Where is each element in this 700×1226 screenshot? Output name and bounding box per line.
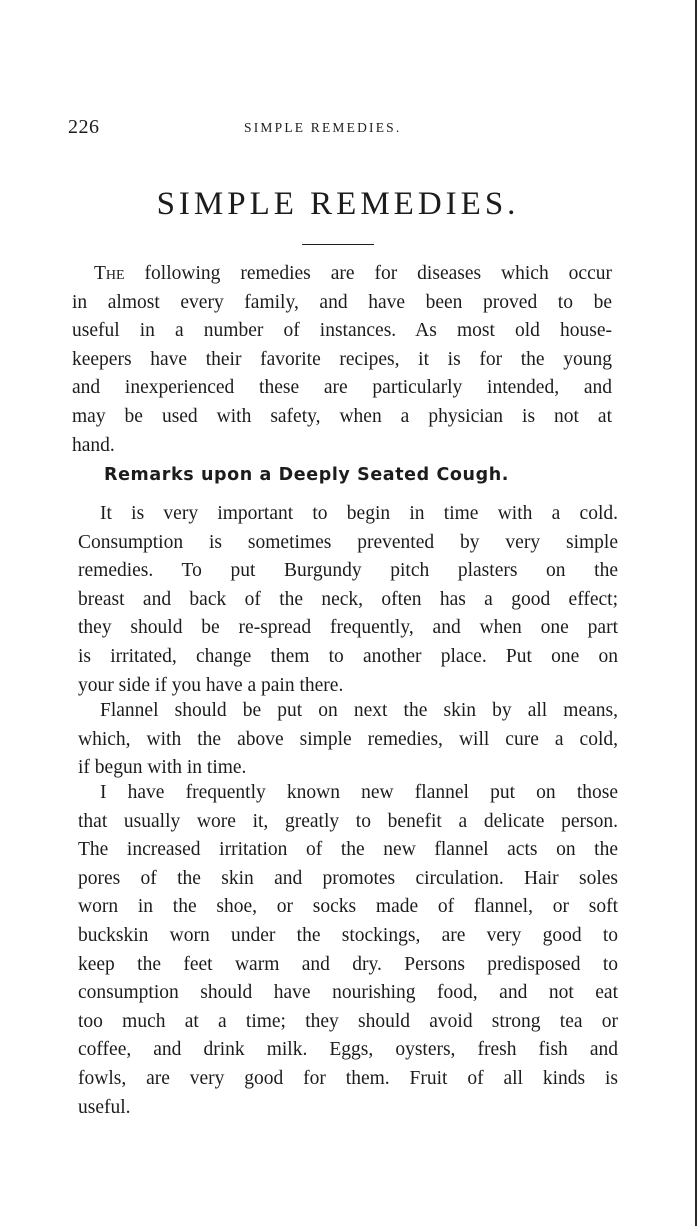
text-line: pores of the skin and promotes circulation. Hair soles [78, 867, 618, 889]
cough-paragraph-2 [78, 697, 618, 783]
text-line: remedies. To put Burgundy pitch plasters on the [78, 560, 618, 582]
text-line: coffee, and drink milk. Eggs, oysters, fresh fish and [78, 1039, 618, 1061]
text-line: It is very important to begin in time with a cold. [100, 503, 618, 524]
cough-paragraph-1 [78, 500, 618, 700]
text-line: your side if you have a pain there. [78, 674, 344, 696]
text-line: keep the feet warm and dry. Persons predisposed to [78, 953, 618, 975]
title-rule [302, 244, 374, 245]
text-line: consumption should have nourishing food, and not eat [78, 982, 618, 1004]
text-line: useful. [78, 1096, 131, 1118]
text-line: hand. [72, 434, 115, 456]
text-line: worn in the shoe, or socks made of flannel, or soft [78, 896, 618, 918]
page-title: SIMPLE REMEDIES. [156, 186, 520, 222]
text-line: buckskin worn under the stockings, are very good to [78, 924, 618, 946]
text-line: too much at a time; they should avoid strong tea or [78, 1010, 618, 1032]
text-line: which, with the above simple remedies, will cure a cold, [78, 728, 618, 750]
text-line: Flannel should be put on next the skin by all means, [100, 700, 618, 721]
page-number: 226 [68, 116, 100, 138]
text-line: and inexperienced these are particularly intended, and [72, 377, 612, 399]
page-edge [695, 0, 697, 1226]
text-line: is irritated, change them to another place. Put one on [78, 645, 618, 667]
running-head: SIMPLE REMEDIES. [244, 120, 402, 135]
page-header [68, 116, 608, 140]
text-line: may be used with safety, when a physician is not at [72, 405, 612, 427]
text-line: fowls, are very good for them. Fruit of all kinds is [78, 1067, 618, 1089]
text-line: they should be re-spread frequently, and when one part [78, 617, 618, 639]
lead-word: The [94, 263, 125, 284]
section-heading: Remarks upon a Deeply Seated Cough. [104, 465, 510, 485]
text-line: that usually wore it, greatly to benefit a delicate person. [78, 810, 618, 832]
text-line: in almost every family, and have been proved to be [72, 291, 612, 313]
text-line: useful in a number of instances. As most old house- [72, 320, 612, 342]
text-line: if begun with in time. [78, 757, 247, 779]
intro-paragraph [72, 260, 612, 460]
cough-paragraph-3 [78, 779, 618, 1122]
text-line: breast and back of the neck, often has a good effect; [78, 588, 618, 610]
text-line: Consumption is sometimes prevented by very simple [78, 531, 618, 553]
text-line: The following remedies are for diseases which occur [94, 263, 612, 284]
text-line: The increased irritation of the new flannel acts on the [78, 839, 618, 861]
text-line: I have frequently known new flannel put on those [100, 782, 618, 803]
text-line: keepers have their favorite recipes, it is for the young [72, 348, 612, 370]
